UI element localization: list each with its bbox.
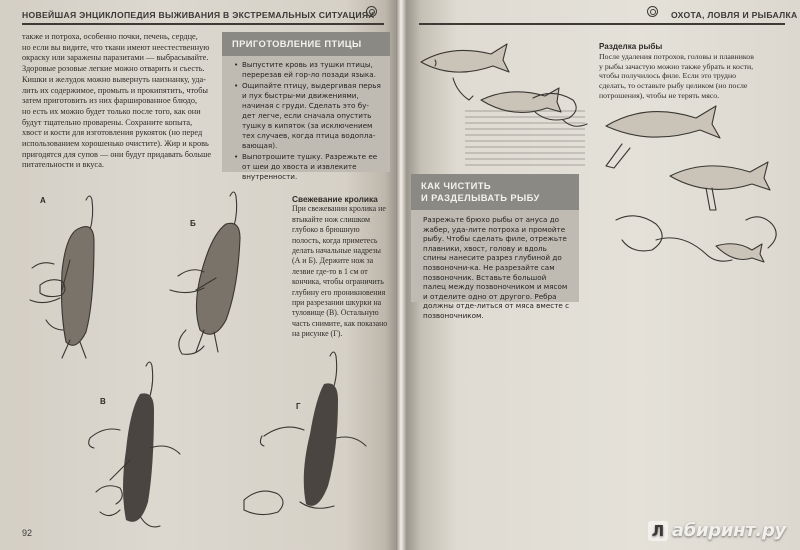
bird-box <box>222 32 390 181</box>
labirint-watermark <box>648 520 786 541</box>
figure-letter-b: Б <box>190 219 196 228</box>
intro-text-line: будут тщательно проварены. Сохраните копыта, <box>22 117 193 127</box>
fish-box-title <box>411 174 579 210</box>
intro-text-line: также и потроха, особенно почки, печень, сердце, <box>22 32 198 41</box>
bleed-through-shadow <box>465 110 585 170</box>
rabbit-figure-g-illustration <box>244 352 366 515</box>
fish-box-body: Разрежьте брюхо рыбы от ануса до жабер, уда-лите потроха и промойте рыбу. Чтобы сделать филе, отрежьте плавники, хвост, голову и вдоль спины нанесите разрез глубиной до позвоночни-ка. Не разрезайте сам позвоночник. Вставьте большой палец между позвоночником и мясом и отделите одно от другого. Ребра должны отде-литься от мяса вместе с позвоночником. <box>423 215 570 320</box>
intro-text <box>22 32 218 171</box>
intro-text-line: хвост и кости для изготовления рукояток (но перед <box>22 128 203 138</box>
watermark-text: абиринт.ру <box>671 520 786 541</box>
rabbit-caption-text: При свежевании кролика не втыкайте нож слишком глубоко в брюшную полость, когда приметесь делать начальные надрезы (А и Б). Держите нож за лезвие где-то в 1 см от кончика, чтобы ограничить глубину его проникновения при разрезании шкурки на туловище (В). Остальную часть снимите, как показано на рисунке (Г). <box>292 204 388 339</box>
rabbit-caption-title: Свежевание кролика <box>292 194 378 204</box>
intro-text-line: но есть их можно будет только после того, как они <box>22 106 201 116</box>
fish-box-title-line1: КАК ЧИСТИТЬ <box>421 180 492 191</box>
intro-text-line: пригодятся для супов — они будут придавать больше <box>22 149 212 159</box>
bird-box-item: • Выпотрошите тушку. Разрежьте ее от шеи до хвоста и извлеките внутренности. <box>234 152 381 182</box>
intro-text-line: но если вы видите, что ткани имеют неестественную <box>22 42 210 52</box>
book-spine <box>396 0 406 550</box>
fish-caption-text: После удаления потрохов, головы и плавников у рыбы зачастую можно также убрать и кости, чтобы получилось филе. Если это трудно сделать, то оставьте рыбу целиком (но после потрошения), чтобы не терять мясо. <box>599 51 754 100</box>
right-head-rule <box>419 23 785 25</box>
fish-caption-title: Разделка рыбы <box>599 42 663 51</box>
page-number: 92 <box>22 528 33 538</box>
figure-letter-v: В <box>100 397 106 406</box>
labirint-logo-icon: Л <box>648 521 668 541</box>
rabbit-figure-b-illustration <box>170 192 240 354</box>
left-head-rule <box>22 23 384 25</box>
rabbit-illustrations <box>0 180 400 540</box>
intro-text-line: затем приготовить из них фаршированное блюдо, <box>22 96 198 106</box>
intro-text-line: окраску или заражены паразитами — выбрасывайте. <box>22 53 209 63</box>
intro-text-line: использованием хорошенько очистите). Жир и кровь <box>22 139 209 149</box>
fish-fillet-illustration <box>596 100 796 300</box>
fish-box-title-line2: И РАЗДЕЛЫВАТЬ РЫБУ <box>421 192 540 203</box>
rabbit-figure-a-illustration <box>30 196 94 358</box>
bird-box-item: • Ощипайте птицу, выдергивая перья и пух быстры-ми движениями, начиная с груди. Сделать это бу-дет легче, если сначала опустить тушку в кипяток (за исключением тех случаев, когда птица водопла-вающая). <box>234 81 381 151</box>
intro-text-line: Здоровые розовые легкие можно отварить и съесть. <box>22 64 205 74</box>
intro-text-line: питательности и вкуса. <box>22 160 104 170</box>
right-running-head: ОХОТА, ЛОВЛЯ И РЫБАЛКА <box>671 10 798 20</box>
intro-text-line: Кишки и желудок можно вывернуть наизнанку, уда- <box>22 74 206 84</box>
left-ornament-icon <box>366 6 377 17</box>
bird-box-item: • Выпустите кровь из тушки птицы, перерезав ей гор-ло позади языка. <box>234 60 381 80</box>
left-running-head: НОВЕЙШАЯ ЭНЦИКЛОПЕДИЯ ВЫЖИВАНИЯ В ЭКСТРЕМАЛЬНЫХ СИТУАЦИЯХ <box>22 10 375 20</box>
figure-letter-g: Г <box>296 402 301 411</box>
bird-box-body <box>222 56 390 189</box>
right-page <box>401 0 800 550</box>
fish-box <box>411 174 579 320</box>
fish-caption <box>599 42 759 101</box>
right-ornament-icon <box>647 6 658 17</box>
figure-letter-a: А <box>40 196 46 205</box>
intro-text-line: лить их содержимое, промыть и прокипятить, чтобы <box>22 85 208 95</box>
rabbit-figure-v-illustration <box>89 362 180 527</box>
bird-box-title: ПРИГОТОВЛЕНИЕ ПТИЦЫ <box>222 32 390 56</box>
